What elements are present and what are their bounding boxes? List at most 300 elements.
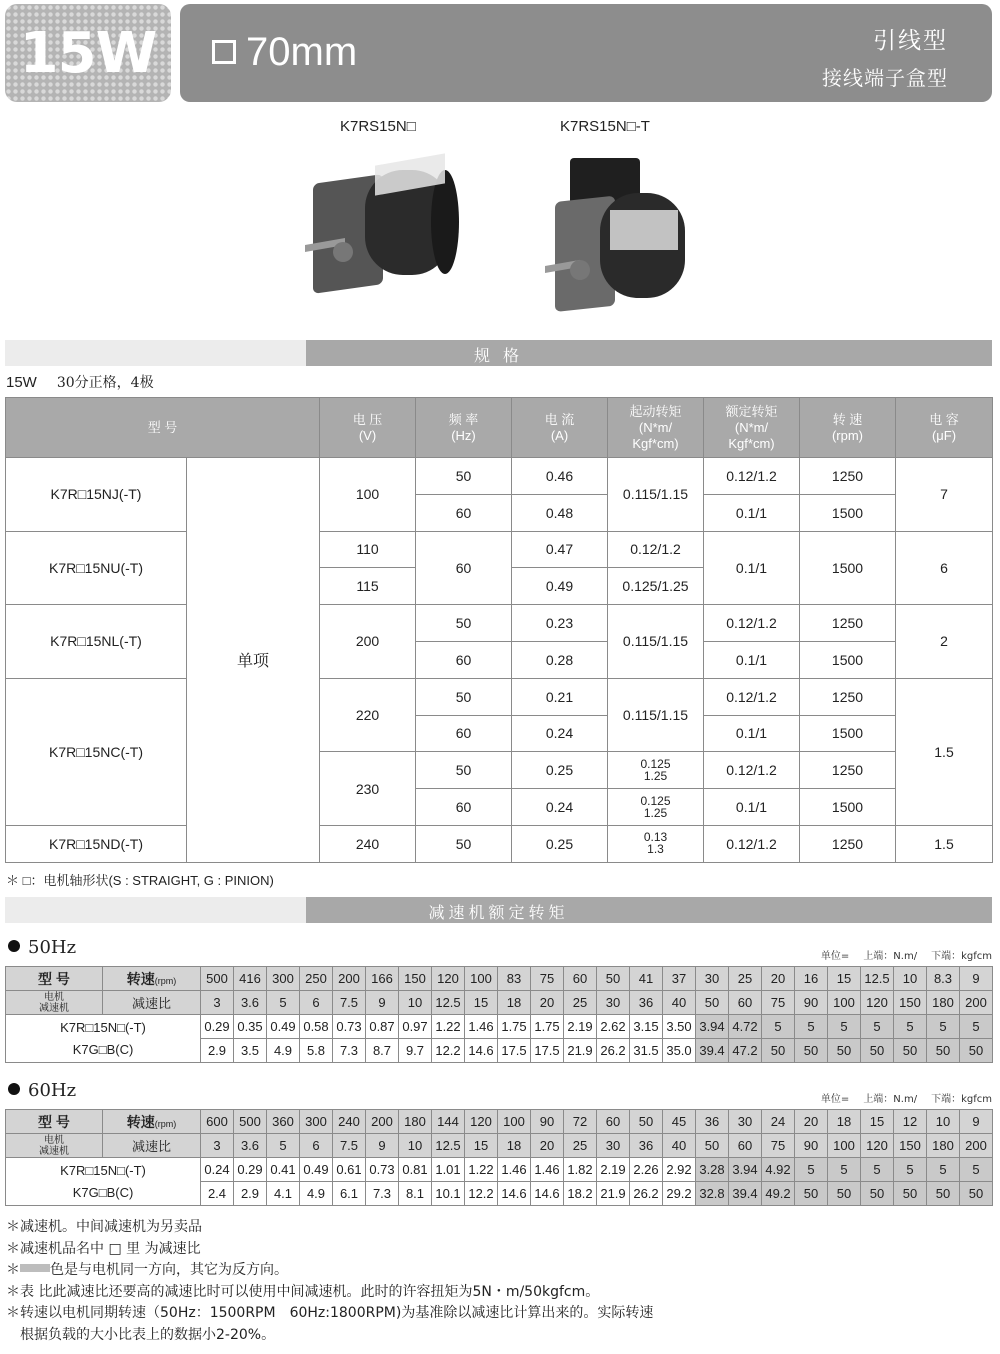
- ratio-cell: 200: [960, 991, 993, 1015]
- th-voltage: 电 压 (V): [320, 398, 416, 458]
- gear-section-bar: [5, 897, 992, 923]
- ratio-cell: 9: [366, 991, 399, 1015]
- ratio-cell: 90: [795, 1134, 828, 1158]
- ratio-cell: 100: [828, 991, 861, 1015]
- motor-image-terminal: [545, 148, 695, 323]
- torque-kgfcm-cell: 50: [927, 1039, 960, 1063]
- rated-torque-cell: 0.12/1.2: [704, 825, 800, 862]
- speed-cell: 1250: [800, 752, 896, 789]
- speed-cell: 1500: [800, 531, 896, 605]
- torque-nm-cell: 0.58: [300, 1015, 333, 1039]
- current-cell: 0.48: [512, 494, 608, 531]
- ratio-cell: 20: [531, 1134, 564, 1158]
- torque-nm-cell: 1.01: [432, 1158, 465, 1182]
- speed-cell: 500: [234, 1110, 267, 1134]
- ratio-cell: 200: [960, 1134, 993, 1158]
- torque-nm-cell: 1.22: [432, 1015, 465, 1039]
- speed-cell: 1500: [800, 641, 896, 678]
- frame-size: 70mm: [246, 30, 358, 74]
- header-bar: [180, 4, 992, 102]
- rated-torque-cell: 0.1/1: [704, 789, 800, 826]
- speed-cell: 1250: [800, 458, 896, 495]
- voltage-cell: 220: [320, 678, 416, 752]
- speed-cell: 360: [267, 1110, 300, 1134]
- ratio-cell: 20: [531, 991, 564, 1015]
- torque-row-top: [6, 1158, 993, 1182]
- torque-kgfcm-cell: 4.9: [267, 1039, 300, 1063]
- motor-label-2: K7RS15N□-T: [560, 118, 650, 135]
- footnote: ＊减速机品名中 □ 里 为减速比: [6, 1240, 201, 1257]
- unit-legend-50: 单位= 上端：N.m/ 下端：kgfcm: [820, 951, 992, 962]
- torque-kgfcm-cell: 35.0: [663, 1039, 696, 1063]
- speed-cell: 150: [399, 967, 432, 991]
- torque-nm-cell: 0.29: [234, 1158, 267, 1182]
- torque-kgfcm-cell: 21.9: [597, 1182, 630, 1206]
- freq-cell: 50: [416, 825, 512, 862]
- capacitor-cell: 7: [896, 458, 993, 532]
- current-cell: 0.23: [512, 605, 608, 642]
- torque-nm-cell: 0.35: [234, 1015, 267, 1039]
- ratio-cell: 40: [663, 1134, 696, 1158]
- current-cell: 0.46: [512, 458, 608, 495]
- speed-cell: 120: [465, 1110, 498, 1134]
- ratio-cell: 36: [630, 1134, 663, 1158]
- torque-nm-cell: 2.19: [564, 1015, 597, 1039]
- spec-rating: 30分正格，4极: [56, 375, 154, 391]
- current-cell: 0.49: [512, 568, 608, 605]
- torque-kgfcm-cell: 7.3: [366, 1182, 399, 1206]
- torque-nm-cell: 5: [828, 1158, 861, 1182]
- ratio-cell: 18: [498, 991, 531, 1015]
- torque-nm-cell: 0.81: [399, 1158, 432, 1182]
- ratio-cell: 50: [696, 1134, 729, 1158]
- voltage-cell: 230: [320, 752, 416, 826]
- torque-nm-cell: 0.73: [366, 1158, 399, 1182]
- freq-cell: 50: [416, 678, 512, 715]
- ratio-cell: 10: [399, 991, 432, 1015]
- torque-kgfcm-cell: 50: [861, 1039, 894, 1063]
- speed-cell: 75: [531, 967, 564, 991]
- freq-cell: 60: [416, 494, 512, 531]
- torque-nm-cell: 5: [960, 1015, 993, 1039]
- th-model: 型 号: [6, 398, 320, 458]
- torque-nm-cell: 5: [927, 1158, 960, 1182]
- speed-row: [6, 967, 993, 991]
- ratio-cell: 9: [366, 1134, 399, 1158]
- gear-table-50hz: [5, 966, 993, 1063]
- ratio-cell: 5: [267, 991, 300, 1015]
- rated-torque-cell: 0.1/1: [704, 641, 800, 678]
- table-row: [6, 825, 993, 862]
- ratio-row: [6, 1134, 993, 1158]
- torque-nm-cell: 3.94: [729, 1158, 762, 1182]
- torque-kgfcm-cell: 50: [960, 1182, 993, 1206]
- speed-cell: 50: [630, 1110, 663, 1134]
- torque-nm-cell: 5: [894, 1015, 927, 1039]
- current-cell: 0.47: [512, 531, 608, 568]
- ratio-row: [6, 991, 993, 1015]
- torque-kgfcm-cell: 50: [828, 1182, 861, 1206]
- freq-cell: 50: [416, 752, 512, 789]
- current-cell: 0.25: [512, 752, 608, 789]
- torque-nm-cell: 0.49: [300, 1158, 333, 1182]
- ratio-cell: 90: [795, 991, 828, 1015]
- torque-kgfcm-cell: 47.2: [729, 1039, 762, 1063]
- speed-cell: 200: [366, 1110, 399, 1134]
- capacitor-cell: 2: [896, 605, 993, 679]
- voltage-cell: 240: [320, 825, 416, 862]
- freq-cell: 60: [416, 641, 512, 678]
- ratio-cell: 75: [762, 991, 795, 1015]
- footnote: ＊转速以电机同期转速（50Hz：1500RPM 60Hz:1800RPM)为基准除以减速比计算出来的。实际转速: [6, 1305, 654, 1321]
- th-current: 电 流 (A): [512, 398, 608, 458]
- torque-kgfcm-cell: 8.7: [366, 1039, 399, 1063]
- torque-kgfcm-cell: 5.8: [300, 1039, 333, 1063]
- th-rated-torque: 额定转矩 (N*m/ Kgf*cm): [704, 398, 800, 458]
- torque-nm-cell: 1.46: [498, 1158, 531, 1182]
- torque-kgfcm-cell: 18.2: [564, 1182, 597, 1206]
- torque-nm-cell: 4.72: [729, 1015, 762, 1039]
- capacitor-cell: 1.5: [896, 678, 993, 825]
- freq-cell: 60: [416, 715, 512, 752]
- current-cell: 0.28: [512, 641, 608, 678]
- torque-nm-cell: 2.62: [597, 1015, 630, 1039]
- torque-kgfcm-cell: 14.6: [465, 1039, 498, 1063]
- torque-kgfcm-cell: 50: [861, 1182, 894, 1206]
- speed-cell: 10: [894, 967, 927, 991]
- ratio-cell: 120: [861, 991, 894, 1015]
- speed-cell: 50: [597, 967, 630, 991]
- start-torque-cell: 0.115/1.15: [608, 458, 704, 532]
- spec-subtitle: [6, 372, 154, 392]
- spec-power: 15W: [6, 374, 37, 391]
- torque-kgfcm-cell: 26.2: [630, 1182, 663, 1206]
- torque-kgfcm-cell: 39.4: [729, 1182, 762, 1206]
- speed-cell: 10: [927, 1110, 960, 1134]
- torque-kgfcm-cell: 9.7: [399, 1039, 432, 1063]
- speed-cell: 72: [564, 1110, 597, 1134]
- torque-nm-cell: 5: [927, 1015, 960, 1039]
- ratio-cell: 25: [564, 1134, 597, 1158]
- hz50-title: 50Hz: [8, 937, 76, 958]
- speed-cell: 18: [828, 1110, 861, 1134]
- torque-kgfcm-cell: 2.9: [234, 1182, 267, 1206]
- torque-nm-cell: 5: [861, 1158, 894, 1182]
- speed-cell: 600: [201, 1110, 234, 1134]
- speed-cell: 12: [894, 1110, 927, 1134]
- torque-nm-cell: 3.94: [696, 1015, 729, 1039]
- table-row: [6, 678, 993, 715]
- start-torque-cell: 0.13 1.3: [608, 825, 704, 862]
- torque-kgfcm-cell: 4.9: [300, 1182, 333, 1206]
- ratio-cell: 75: [762, 1134, 795, 1158]
- torque-kgfcm-cell: 50: [960, 1039, 993, 1063]
- torque-nm-cell: 1.75: [531, 1015, 564, 1039]
- speed-cell: 45: [663, 1110, 696, 1134]
- bullet-icon: [8, 1083, 20, 1095]
- model-cell: K7R□15NU(-T): [6, 531, 187, 605]
- freq-cell: 50: [416, 605, 512, 642]
- ratio-cell: 7.5: [333, 1134, 366, 1158]
- torque-kgfcm-cell: 50: [828, 1039, 861, 1063]
- torque-nm-cell: 3.15: [630, 1015, 663, 1039]
- torque-nm-cell: 4.92: [762, 1158, 795, 1182]
- torque-nm-cell: 5: [828, 1015, 861, 1039]
- motor-label-1: K7RS15N□: [340, 118, 416, 135]
- speed-cell: 30: [729, 1110, 762, 1134]
- capacitor-cell: 1.5: [896, 825, 993, 862]
- speed-cell: 16: [795, 967, 828, 991]
- ratio-cell: 120: [861, 1134, 894, 1158]
- speed-cell: 83: [498, 967, 531, 991]
- ratio-cell: 5: [267, 1134, 300, 1158]
- voltage-cell: 100: [320, 458, 416, 532]
- torque-kgfcm-cell: 7.3: [333, 1039, 366, 1063]
- type-terminal: 接线端子盒型: [822, 66, 948, 90]
- speed-cell: 1250: [800, 825, 896, 862]
- th-capacitor: 电 容 (μF): [896, 398, 993, 458]
- footnote: ＊减速机。中间减速机为另卖品: [6, 1219, 202, 1235]
- ratio-cell: 3.6: [234, 991, 267, 1015]
- torque-kgfcm-cell: 50: [795, 1039, 828, 1063]
- rated-torque-cell: 0.1/1: [704, 531, 800, 605]
- torque-kgfcm-cell: 50: [927, 1182, 960, 1206]
- speed-cell: 300: [300, 1110, 333, 1134]
- torque-nm-cell: 5: [795, 1158, 828, 1182]
- rated-torque-cell: 0.12/1.2: [704, 458, 800, 495]
- ratio-label: 减速比: [103, 991, 201, 1015]
- torque-kgfcm-cell: 50: [894, 1039, 927, 1063]
- torque-kgfcm-cell: 2.4: [201, 1182, 234, 1206]
- torque-nm-cell: 1.75: [498, 1015, 531, 1039]
- torque-kgfcm-cell: 14.6: [498, 1182, 531, 1206]
- torque-nm-cell: 2.92: [663, 1158, 696, 1182]
- torque-kgfcm-cell: 14.6: [531, 1182, 564, 1206]
- torque-kgfcm-cell: 3.5: [234, 1039, 267, 1063]
- current-cell: 0.24: [512, 715, 608, 752]
- torque-kgfcm-cell: 2.9: [201, 1039, 234, 1063]
- gear-section-title: 减速机额定转矩: [428, 903, 569, 922]
- torque-kgfcm-cell: 6.1: [333, 1182, 366, 1206]
- torque-kgfcm-cell: 17.5: [498, 1039, 531, 1063]
- ratio-cell: 180: [927, 1134, 960, 1158]
- rated-torque-cell: 0.12/1.2: [704, 678, 800, 715]
- start-torque-cell: 0.125 1.25: [608, 752, 704, 789]
- ratio-cell: 12.5: [432, 991, 465, 1015]
- current-cell: 0.24: [512, 789, 608, 826]
- ratio-cell: 150: [894, 1134, 927, 1158]
- torque-nm-cell: 0.97: [399, 1015, 432, 1039]
- rated-torque-cell: 0.1/1: [704, 494, 800, 531]
- footnotes: [6, 1217, 653, 1346]
- hz60-title: 60Hz: [8, 1080, 76, 1101]
- speed-cell: 20: [762, 967, 795, 991]
- torque-nm-cell: 0.49: [267, 1015, 300, 1039]
- torque-nm-cell: 0.61: [333, 1158, 366, 1182]
- speed-cell: 9: [960, 967, 993, 991]
- torque-kgfcm-cell: 12.2: [432, 1039, 465, 1063]
- speed-cell: 60: [564, 967, 597, 991]
- torque-nm-cell: 5: [894, 1158, 927, 1182]
- torque-nm-cell: 5: [861, 1015, 894, 1039]
- speed-label: 转速(rpm): [103, 1110, 201, 1134]
- freq-cell: 60: [416, 531, 512, 605]
- gear-model-cell: K7R□15N□(-T) K7G□B(C): [6, 1158, 201, 1206]
- torque-nm-cell: 2.26: [630, 1158, 663, 1182]
- gear-table-60hz: [5, 1109, 993, 1206]
- speed-label: 转速(rpm): [103, 967, 201, 991]
- speed-cell: 15: [861, 1110, 894, 1134]
- footnote: 根据负载的大小比表上的数据小2-20%。: [6, 1326, 276, 1343]
- ratio-cell: 150: [894, 991, 927, 1015]
- torque-nm-cell: 0.41: [267, 1158, 300, 1182]
- freq-cell: 60: [416, 789, 512, 826]
- speed-cell: 41: [630, 967, 663, 991]
- th-freq: 频 率 (Hz): [416, 398, 512, 458]
- speed-cell: 90: [531, 1110, 564, 1134]
- torque-kgfcm-cell: 31.5: [630, 1039, 663, 1063]
- table-row: [6, 458, 993, 495]
- torque-kgfcm-cell: 50: [894, 1182, 927, 1206]
- torque-row-top: [6, 1015, 993, 1039]
- torque-nm-cell: 0.29: [201, 1015, 234, 1039]
- footnote: ＊表 比此减速比还要高的减速比时可以使用中间减速机。此时的许容扭矩为5N・m/50kgfcm。: [6, 1283, 600, 1300]
- torque-kgfcm-cell: 32.8: [696, 1182, 729, 1206]
- spec-section-title: 规 格: [473, 346, 524, 365]
- table-row: [6, 531, 993, 568]
- spec-section-bar: [5, 340, 992, 366]
- ratio-cell: 36: [630, 991, 663, 1015]
- motor-image-lead: [305, 150, 470, 310]
- speed-cell: 1250: [800, 605, 896, 642]
- torque-nm-cell: 5: [762, 1015, 795, 1039]
- ratio-cell: 3: [201, 991, 234, 1015]
- table-row: [6, 605, 993, 642]
- speed-cell: 1250: [800, 678, 896, 715]
- spec-header-row: [6, 398, 993, 458]
- speed-cell: 166: [366, 967, 399, 991]
- torque-nm-cell: 1.82: [564, 1158, 597, 1182]
- torque-nm-cell: 1.46: [531, 1158, 564, 1182]
- speed-cell: 30: [696, 967, 729, 991]
- torque-kgfcm-cell: 17.5: [531, 1039, 564, 1063]
- speed-cell: 8.3: [927, 967, 960, 991]
- torque-kgfcm-cell: 50: [762, 1039, 795, 1063]
- shaft-note: ＊ □：电机轴形状(S : STRAIGHT, G : PINION): [6, 873, 274, 888]
- speed-cell: 500: [201, 967, 234, 991]
- torque-nm-cell: 1.46: [465, 1015, 498, 1039]
- speed-cell: 37: [663, 967, 696, 991]
- torque-kgfcm-cell: 49.2: [762, 1182, 795, 1206]
- spec-table: [5, 397, 993, 863]
- torque-nm-cell: 0.87: [366, 1015, 399, 1039]
- square-icon: [212, 40, 236, 64]
- speed-cell: 12.5: [861, 967, 894, 991]
- torque-kgfcm-cell: 26.2: [597, 1039, 630, 1063]
- torque-nm-cell: 3.28: [696, 1158, 729, 1182]
- ratio-cell: 6: [300, 1134, 333, 1158]
- ratio-cell: 12.5: [432, 1134, 465, 1158]
- speed-cell: 20: [795, 1110, 828, 1134]
- start-torque-cell: 0.12/1.2: [608, 531, 704, 568]
- power-label: 15W: [19, 20, 157, 86]
- ratio-cell: 10: [399, 1134, 432, 1158]
- speed-cell: 25: [729, 967, 762, 991]
- model-cell: K7R□15NJ(-T): [6, 458, 187, 532]
- speed-cell: 416: [234, 967, 267, 991]
- current-cell: 0.25: [512, 825, 608, 862]
- speed-cell: 1500: [800, 715, 896, 752]
- ratio-cell: 15: [465, 1134, 498, 1158]
- ratio-cell: 3: [201, 1134, 234, 1158]
- power-badge: [5, 4, 171, 102]
- ratio-cell: 15: [465, 991, 498, 1015]
- torque-kgfcm-cell: 12.2: [465, 1182, 498, 1206]
- speed-cell: 100: [498, 1110, 531, 1134]
- start-torque-cell: 0.125 1.25: [608, 789, 704, 826]
- model-label: 型 号: [6, 967, 103, 991]
- ratio-cell: 40: [663, 991, 696, 1015]
- ratio-cell: 3.6: [234, 1134, 267, 1158]
- torque-kgfcm-cell: 10.1: [432, 1182, 465, 1206]
- start-torque-cell: 0.115/1.15: [608, 678, 704, 752]
- speed-cell: 120: [432, 967, 465, 991]
- speed-cell: 1500: [800, 494, 896, 531]
- start-torque-cell: 0.115/1.15: [608, 605, 704, 679]
- torque-kgfcm-cell: 4.1: [267, 1182, 300, 1206]
- ratio-cell: 180: [927, 991, 960, 1015]
- torque-nm-cell: 5: [960, 1158, 993, 1182]
- speed-cell: 24: [762, 1110, 795, 1134]
- model-cell: K7R□15NL(-T): [6, 605, 187, 679]
- th-start-torque: 起动转矩 (N*m/ Kgf*cm): [608, 398, 704, 458]
- ratio-cell: 6: [300, 991, 333, 1015]
- th-speed: 转 速 (rpm): [800, 398, 896, 458]
- voltage-cell: 115: [320, 568, 416, 605]
- speed-cell: 180: [399, 1110, 432, 1134]
- speed-cell: 15: [828, 967, 861, 991]
- torque-kgfcm-cell: 21.9: [564, 1039, 597, 1063]
- bullet-icon: [8, 940, 20, 952]
- ratio-cell: 30: [597, 991, 630, 1015]
- speed-row: [6, 1110, 993, 1134]
- ratio-cell: 60: [729, 1134, 762, 1158]
- ratio-cell: 7.5: [333, 991, 366, 1015]
- speed-cell: 144: [432, 1110, 465, 1134]
- rated-torque-cell: 0.12/1.2: [704, 752, 800, 789]
- model-cell: K7R□15ND(-T): [6, 825, 187, 862]
- ratio-cell: 25: [564, 991, 597, 1015]
- torque-kgfcm-cell: 29.2: [663, 1182, 696, 1206]
- torque-kgfcm-cell: 50: [795, 1182, 828, 1206]
- speed-cell: 240: [333, 1110, 366, 1134]
- ratio-label: 减速比: [103, 1134, 201, 1158]
- start-torque-cell: 0.125/1.25: [608, 568, 704, 605]
- speed-cell: 60: [597, 1110, 630, 1134]
- torque-kgfcm-cell: 39.4: [696, 1039, 729, 1063]
- type-lead: 引线型: [873, 28, 948, 54]
- torque-nm-cell: 3.50: [663, 1015, 696, 1039]
- speed-cell: 9: [960, 1110, 993, 1134]
- torque-nm-cell: 1.22: [465, 1158, 498, 1182]
- rated-torque-cell: 0.12/1.2: [704, 605, 800, 642]
- ratio-cell: 60: [729, 991, 762, 1015]
- model-cell: K7R□15NC(-T): [6, 678, 187, 825]
- ratio-cell: 18: [498, 1134, 531, 1158]
- ratio-cell: 50: [696, 991, 729, 1015]
- speed-cell: 36: [696, 1110, 729, 1134]
- model-label: 型 号: [6, 1110, 103, 1134]
